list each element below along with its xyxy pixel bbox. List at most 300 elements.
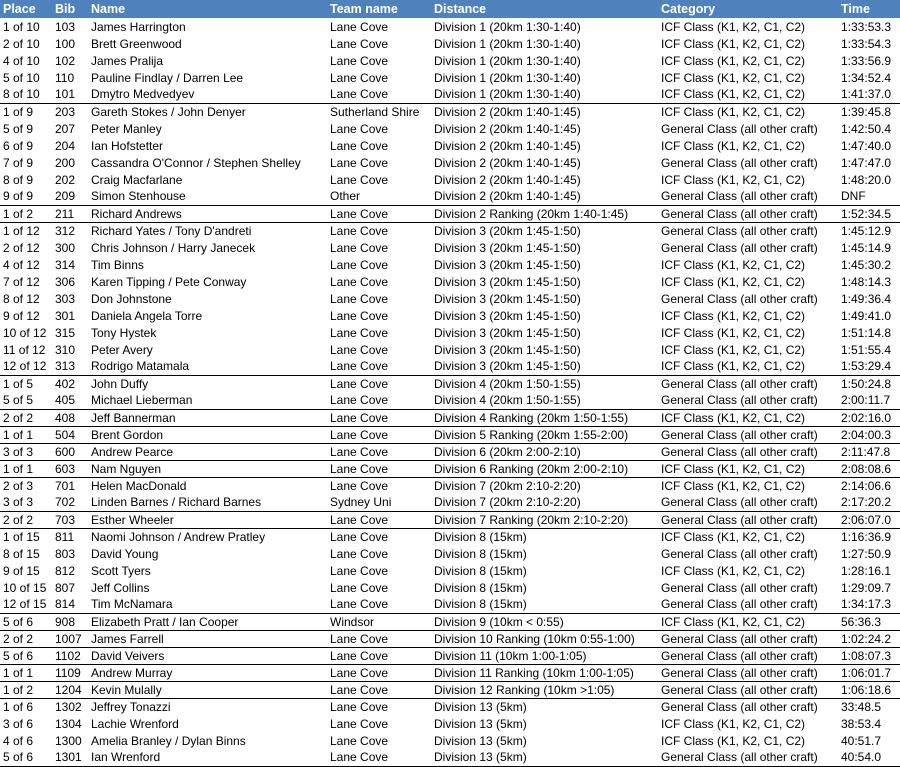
table-row xyxy=(0,120,900,137)
cell-team: Lane Cove xyxy=(327,426,431,443)
cell-place: 9 of 12 xyxy=(3,308,40,323)
cell-time: 1:50:24.8 xyxy=(838,375,900,392)
table-row xyxy=(0,681,900,698)
cell-name: Helen MacDonald xyxy=(88,477,327,494)
cell-team: Lane Cove xyxy=(330,325,389,340)
cell-category: ICF Class (K1, K2, C1, C2) xyxy=(661,138,806,153)
cell-name: Ian Wrenford xyxy=(88,749,327,766)
cell-bib: 803 xyxy=(55,546,76,561)
cell-team: Lane Cove xyxy=(330,257,389,272)
cell-team: Windsor xyxy=(327,613,431,630)
cell-distance: Division 3 (20km 1:45-1:50) xyxy=(434,257,581,272)
cell-time: 2:00:11.7 xyxy=(841,393,891,408)
cell-distance: Division 1 (20km 1:30-1:40) xyxy=(434,70,581,85)
cell-time: 1:28:16.1 xyxy=(841,563,892,578)
cell-time: 1:47:47.0 xyxy=(841,155,892,170)
cell-team: Lane Cove xyxy=(330,172,389,187)
cell-time: 2:17:20.2 xyxy=(841,495,892,510)
cell-bib: 1302 xyxy=(52,698,88,715)
cell-team: Lane Cove xyxy=(327,205,431,222)
table-row xyxy=(0,239,900,256)
cell-time: 1:51:14.8 xyxy=(841,325,892,340)
cell-time: 1:02:24.2 xyxy=(838,630,900,647)
cell-bib: 814 xyxy=(55,597,76,612)
cell-category: ICF Class (K1, K2, C1, C2) xyxy=(661,563,806,578)
cell-category: General Class (all other craft) xyxy=(658,630,838,647)
header-team: Team name xyxy=(327,0,431,18)
table-row xyxy=(0,494,900,511)
cell-distance: Division 4 (20km 1:50-1:55) xyxy=(434,393,581,408)
cell-name: Elizabeth Pratt / Ian Cooper xyxy=(88,613,327,630)
cell-name: Jeff Bannerman xyxy=(88,409,327,426)
cell-name: Richard Andrews xyxy=(88,205,327,222)
cell-bib: 202 xyxy=(55,172,76,187)
table-row xyxy=(0,222,900,239)
cell-bib: 100 xyxy=(55,36,76,51)
cell-category: General Class (all other craft) xyxy=(658,205,838,222)
cell-name: Linden Barnes / Richard Barnes xyxy=(91,495,262,510)
cell-place: 5 of 10 xyxy=(3,70,40,85)
cell-time: 1:49:36.4 xyxy=(841,291,892,306)
cell-place: 5 of 9 xyxy=(3,121,34,136)
cell-category: General Class (all other craft) xyxy=(658,698,838,715)
table-row xyxy=(0,732,900,749)
cell-name: Michael Lieberman xyxy=(91,393,193,408)
cell-place: 1 of 2 xyxy=(0,681,52,698)
cell-time: 1:33:53.3 xyxy=(841,19,892,34)
cell-distance: Division 8 (15km) xyxy=(434,546,527,561)
cell-team: Lane Cove xyxy=(330,70,389,85)
cell-place: 2 of 2 xyxy=(0,630,52,647)
table-row xyxy=(0,511,900,528)
table-row xyxy=(0,256,900,273)
cell-name: Daniela Angela Torre xyxy=(91,308,203,323)
header-distance: Distance xyxy=(431,0,658,18)
cell-name: Ian Hofstetter xyxy=(91,138,164,153)
cell-team: Lane Cove xyxy=(327,681,431,698)
cell-name: Simon Stenhouse xyxy=(91,189,186,204)
cell-team: Lane Cove xyxy=(327,528,431,545)
cell-category: General Class (all other craft) xyxy=(658,647,838,664)
cell-place: 3 of 3 xyxy=(3,495,34,510)
cell-bib: 300 xyxy=(55,240,76,255)
cell-category: ICF Class (K1, K2, C1, C2) xyxy=(658,409,838,426)
cell-place: 7 of 9 xyxy=(3,155,34,170)
cell-place: 2 of 10 xyxy=(3,36,40,51)
cell-bib: 1301 xyxy=(52,749,88,766)
cell-team: Lane Cove xyxy=(327,409,431,426)
cell-name: Gareth Stokes / John Denyer xyxy=(88,103,327,120)
cell-team: Lane Cove xyxy=(330,53,389,68)
cell-bib: 306 xyxy=(55,274,76,289)
cell-category: ICF Class (K1, K2, C1, C2) xyxy=(661,257,806,272)
cell-distance: Division 6 (20km 2:00-2:10) xyxy=(431,443,658,460)
cell-distance: Division 13 (5km) xyxy=(431,698,658,715)
cell-team: Lane Cove xyxy=(330,342,389,357)
cell-bib: 101 xyxy=(55,87,76,102)
cell-team: Lane Cove xyxy=(327,664,431,681)
table-row xyxy=(0,137,900,154)
cell-distance: Division 3 (20km 1:45-1:50) xyxy=(434,240,581,255)
cell-time: 1:47:40.0 xyxy=(841,138,892,153)
table-row xyxy=(0,698,900,715)
cell-bib: 812 xyxy=(55,563,76,578)
header-bib: Bib xyxy=(52,0,88,18)
cell-bib: 303 xyxy=(55,291,76,306)
cell-category: ICF Class (K1, K2, C1, C2) xyxy=(661,70,806,85)
cell-team: Lane Cove xyxy=(330,138,389,153)
cell-name: Lachie Wrenford xyxy=(91,716,179,731)
cell-place: 6 of 9 xyxy=(3,138,34,153)
cell-team: Lane Cove xyxy=(327,443,431,460)
cell-name: Craig Macfarlane xyxy=(91,172,183,187)
cell-time: 1:42:50.4 xyxy=(841,121,892,136)
cell-name: Andrew Pearce xyxy=(88,443,327,460)
cell-place: 8 of 12 xyxy=(3,291,40,306)
cell-place: 2 of 3 xyxy=(0,477,52,494)
cell-name: Dmytro Medvedyev xyxy=(91,87,195,102)
cell-category: General Class (all other craft) xyxy=(661,155,818,170)
cell-time: 38:53.4 xyxy=(841,716,882,731)
cell-category: General Class (all other craft) xyxy=(661,121,818,136)
cell-time: 2:08:08.6 xyxy=(838,460,900,477)
cell-bib: 908 xyxy=(52,613,88,630)
cell-bib: 207 xyxy=(55,121,76,136)
table-row xyxy=(0,171,900,188)
cell-team: Lane Cove xyxy=(327,222,431,239)
cell-team: Lane Cove xyxy=(330,308,389,323)
cell-distance: Division 6 Ranking (20km 2:00-2:10) xyxy=(431,460,658,477)
cell-place: 12 of 15 xyxy=(3,597,47,612)
cell-name: Brent Gordon xyxy=(88,426,327,443)
cell-place: 1 of 1 xyxy=(0,664,52,681)
cell-team: Lane Cove xyxy=(330,36,389,51)
cell-distance: Division 11 (10km 1:00-1:05) xyxy=(431,647,658,664)
cell-place: 11 of 12 xyxy=(3,342,46,357)
cell-name: Karen Tipping / Pete Conway xyxy=(91,274,247,289)
cell-distance: Division 2 (20km 1:40-1:45) xyxy=(434,138,581,153)
cell-category: General Class (all other craft) xyxy=(661,546,818,561)
header-category: Category xyxy=(658,0,838,18)
cell-place: 8 of 9 xyxy=(3,172,34,187)
table-row xyxy=(0,290,900,307)
cell-category: General Class (all other craft) xyxy=(658,749,838,766)
cell-category: ICF Class (K1, K2, C1, C2) xyxy=(661,274,806,289)
cell-distance: Division 10 Ranking (10km 0:55-1:00) xyxy=(431,630,658,647)
cell-time: 2:11:47.8 xyxy=(838,443,900,460)
cell-team: Lane Cove xyxy=(330,155,389,170)
cell-bib: 504 xyxy=(52,426,88,443)
table-row xyxy=(0,426,900,443)
cell-place: 9 of 9 xyxy=(3,189,34,204)
cell-place: 4 of 12 xyxy=(3,257,40,272)
cell-distance: Division 1 (20km 1:30-1:40) xyxy=(434,36,581,51)
cell-team: Lane Cove xyxy=(327,477,431,494)
cell-team: Lane Cove xyxy=(327,647,431,664)
table-row xyxy=(0,596,900,613)
cell-bib: 811 xyxy=(52,528,88,545)
table-row xyxy=(0,715,900,732)
table-row xyxy=(0,613,900,630)
cell-distance: Division 2 (20km 1:40-1:45) xyxy=(434,172,581,187)
cell-team: Lane Cove xyxy=(327,630,431,647)
cell-category: General Class (all other craft) xyxy=(658,681,838,698)
table-row xyxy=(0,86,900,103)
cell-place: 5 of 5 xyxy=(3,393,34,408)
cell-place: 3 of 3 xyxy=(0,443,52,460)
cell-category: ICF Class (K1, K2, C1, C2) xyxy=(661,172,806,187)
table-row xyxy=(0,154,900,171)
cell-category: General Class (all other craft) xyxy=(661,597,818,612)
results-table-body xyxy=(0,18,900,766)
cell-time: 1:06:01.7 xyxy=(838,664,900,681)
cell-distance: Division 7 (20km 2:10-2:20) xyxy=(431,477,658,494)
cell-name: John Duffy xyxy=(88,375,327,392)
cell-team: Lane Cove xyxy=(327,460,431,477)
table-row xyxy=(0,341,900,358)
cell-name: Tim McNamara xyxy=(91,597,173,612)
cell-team: Other xyxy=(330,189,361,204)
cell-category: ICF Class (K1, K2, C1, C2) xyxy=(661,308,806,323)
header-time: Time xyxy=(838,0,900,18)
table-row xyxy=(0,18,900,35)
cell-category: ICF Class (K1, K2, C1, C2) xyxy=(661,325,806,340)
cell-bib: 103 xyxy=(55,19,76,34)
cell-place: 2 of 2 xyxy=(0,409,52,426)
cell-name: Kevin Mulally xyxy=(88,681,327,698)
cell-distance: Division 7 (20km 2:10-2:20) xyxy=(434,495,581,510)
cell-time: 1:41:37.0 xyxy=(841,87,892,102)
cell-name: Richard Yates / Tony D'andreti xyxy=(88,222,327,239)
cell-distance: Division 12 Ranking (10km >1:05) xyxy=(431,681,658,698)
cell-place: 2 of 12 xyxy=(3,240,40,255)
cell-time: 1:39:45.8 xyxy=(838,103,900,120)
cell-place: 4 of 6 xyxy=(3,733,34,748)
cell-time: 1:16:36.9 xyxy=(838,528,900,545)
cell-distance: Division 2 Ranking (20km 1:40-1:45) xyxy=(431,205,658,222)
table-row xyxy=(0,188,900,205)
cell-team: Lane Cove xyxy=(330,359,389,374)
cell-place: 1 of 15 xyxy=(0,528,52,545)
cell-distance: Division 9 (10km < 0:55) xyxy=(431,613,658,630)
cell-team: Lane Cove xyxy=(327,698,431,715)
cell-place: 5 of 6 xyxy=(0,749,52,766)
cell-time: 2:06:07.0 xyxy=(838,511,900,528)
cell-name: Jeff Collins xyxy=(91,580,150,595)
cell-category: General Class (all other craft) xyxy=(658,375,838,392)
cell-name: Chris Johnson / Harry Janecek xyxy=(91,240,256,255)
cell-distance: Division 13 (5km) xyxy=(434,716,527,731)
table-row xyxy=(0,103,900,120)
results-table-header xyxy=(0,0,900,18)
cell-name: Nam Nguyen xyxy=(88,460,327,477)
cell-category: ICF Class (K1, K2, C1, C2) xyxy=(658,613,838,630)
cell-time: 1:34:52.4 xyxy=(841,70,892,85)
cell-place: 1 of 9 xyxy=(0,103,52,120)
cell-name: David Young xyxy=(91,546,159,561)
cell-place: 1 of 2 xyxy=(0,205,52,222)
cell-team: Lane Cove xyxy=(330,733,389,748)
cell-distance: Division 3 (20km 1:45-1:50) xyxy=(434,342,581,357)
cell-time: 1:34:17.3 xyxy=(841,597,892,612)
table-row xyxy=(0,69,900,86)
cell-place: 7 of 12 xyxy=(3,274,40,289)
header-row xyxy=(0,0,900,18)
cell-name: James Harrington xyxy=(91,19,186,34)
cell-time: 1:45:12.9 xyxy=(838,222,900,239)
cell-category: General Class (all other craft) xyxy=(658,511,838,528)
cell-bib: 1109 xyxy=(52,664,88,681)
cell-distance: Division 13 (5km) xyxy=(431,749,658,766)
cell-distance: Division 1 (20km 1:30-1:40) xyxy=(434,53,581,68)
cell-category: General Class (all other craft) xyxy=(658,443,838,460)
cell-bib: 703 xyxy=(52,511,88,528)
table-row xyxy=(0,205,900,222)
cell-place: 4 of 10 xyxy=(3,53,40,68)
cell-bib: 807 xyxy=(55,580,76,595)
cell-bib: 209 xyxy=(55,189,76,204)
table-row xyxy=(0,307,900,324)
cell-time: 1:33:54.3 xyxy=(841,36,892,51)
cell-category: ICF Class (K1, K2, C1, C2) xyxy=(661,87,806,102)
cell-time: 1:45:30.2 xyxy=(841,257,892,272)
table-row xyxy=(0,664,900,681)
cell-bib: 301 xyxy=(55,308,76,323)
cell-distance: Division 2 (20km 1:40-1:45) xyxy=(434,121,581,136)
cell-time: 33:48.5 xyxy=(838,698,900,715)
cell-time: 40:54.0 xyxy=(838,749,900,766)
cell-distance: Division 3 (20km 1:45-1:50) xyxy=(434,308,581,323)
cell-bib: 702 xyxy=(55,495,76,510)
cell-distance: Division 4 (20km 1:50-1:55) xyxy=(431,375,658,392)
cell-bib: 204 xyxy=(55,138,76,153)
cell-distance: Division 13 (5km) xyxy=(434,733,527,748)
cell-bib: 603 xyxy=(52,460,88,477)
cell-bib: 408 xyxy=(52,409,88,426)
cell-name: Amelia Branley / Dylan Binns xyxy=(91,733,246,748)
cell-team: Lane Cove xyxy=(330,580,389,595)
table-row xyxy=(0,460,900,477)
cell-category: ICF Class (K1, K2, C1, C2) xyxy=(661,342,806,357)
cell-category: General Class (all other craft) xyxy=(658,426,838,443)
cell-distance: Division 3 (20km 1:45-1:50) xyxy=(431,222,658,239)
cell-place: 10 of 12 xyxy=(3,325,47,340)
cell-team: Lane Cove xyxy=(330,291,389,306)
cell-team: Lane Cove xyxy=(330,393,389,408)
cell-team: Lane Cove xyxy=(327,749,431,766)
cell-name: Pauline Findlay / Darren Lee xyxy=(91,70,244,85)
cell-distance: Division 7 Ranking (20km 2:10-2:20) xyxy=(431,511,658,528)
cell-name: Brett Greenwood xyxy=(91,36,182,51)
table-row xyxy=(0,375,900,392)
table-row xyxy=(0,52,900,69)
cell-category: General Class (all other craft) xyxy=(661,291,818,306)
cell-name: Tony Hystek xyxy=(91,325,157,340)
cell-time: 1:53:29.4 xyxy=(841,359,892,374)
cell-bib: 1300 xyxy=(55,733,82,748)
cell-team: Lane Cove xyxy=(327,511,431,528)
table-row xyxy=(0,562,900,579)
table-row xyxy=(0,477,900,494)
cell-place: 9 of 15 xyxy=(3,563,40,578)
table-row xyxy=(0,749,900,766)
table-row xyxy=(0,630,900,647)
table-row xyxy=(0,528,900,545)
cell-category: ICF Class (K1, K2, C1, C2) xyxy=(658,528,838,545)
cell-name: Peter Manley xyxy=(91,121,162,136)
cell-name: Don Johnstone xyxy=(91,291,172,306)
table-row xyxy=(0,443,900,460)
cell-distance: Division 8 (15km) xyxy=(434,580,527,595)
table-row xyxy=(0,545,900,562)
cell-place: 1 of 10 xyxy=(3,19,40,34)
cell-category: General Class (all other craft) xyxy=(661,495,818,510)
cell-category: ICF Class (K1, K2, C1, C2) xyxy=(661,359,806,374)
cell-time: 1:49:41.0 xyxy=(841,308,892,323)
cell-name: Naomi Johnson / Andrew Pratley xyxy=(88,528,327,545)
cell-name: Peter Avery xyxy=(91,342,153,357)
cell-time: 1:33:56.9 xyxy=(841,53,892,68)
cell-place: 1 of 5 xyxy=(0,375,52,392)
cell-team: Lane Cove xyxy=(330,274,389,289)
cell-distance: Division 8 (15km) xyxy=(431,528,658,545)
cell-distance: Division 2 (20km 1:40-1:45) xyxy=(434,155,581,170)
cell-time: 1:27:50.9 xyxy=(841,546,892,561)
cell-distance: Division 8 (15km) xyxy=(434,563,527,578)
cell-bib: 200 xyxy=(55,155,76,170)
cell-time: 1:51:55.4 xyxy=(841,342,892,357)
cell-name: Andrew Murray xyxy=(88,664,327,681)
cell-name: Scott Tyers xyxy=(91,563,151,578)
table-row xyxy=(0,324,900,341)
cell-time: 1:06:18.6 xyxy=(838,681,900,698)
cell-time: 2:04:00.3 xyxy=(838,426,900,443)
cell-category: General Class (all other craft) xyxy=(661,189,818,204)
cell-team: Lane Cove xyxy=(327,375,431,392)
cell-team: Lane Cove xyxy=(330,121,389,136)
cell-time: DNF xyxy=(841,189,866,204)
cell-bib: 405 xyxy=(55,393,76,408)
cell-distance: Division 8 (15km) xyxy=(434,597,527,612)
cell-bib: 701 xyxy=(52,477,88,494)
cell-team: Lane Cove xyxy=(330,563,389,578)
cell-time: 40:51.7 xyxy=(841,733,882,748)
cell-place: 1 of 6 xyxy=(0,698,52,715)
cell-category: ICF Class (K1, K2, C1, C2) xyxy=(661,36,806,51)
cell-bib: 314 xyxy=(55,257,76,272)
cell-place: 10 of 15 xyxy=(3,580,47,595)
cell-category: ICF Class (K1, K2, C1, C2) xyxy=(661,53,806,68)
cell-place: 3 of 6 xyxy=(3,716,34,731)
table-row xyxy=(0,647,900,664)
cell-bib: 402 xyxy=(52,375,88,392)
cell-time: 1:48:20.0 xyxy=(841,172,892,187)
cell-distance: Division 3 (20km 1:45-1:50) xyxy=(434,274,581,289)
cell-category: General Class (all other craft) xyxy=(658,222,838,239)
cell-time: 1:45:14.9 xyxy=(841,240,892,255)
cell-team: Sutherland Shire xyxy=(327,103,431,120)
table-row xyxy=(0,35,900,52)
cell-team: Lane Cove xyxy=(330,716,389,731)
cell-distance: Division 5 Ranking (20km 1:55-2:00) xyxy=(431,426,658,443)
cell-category: ICF Class (K1, K2, C1, C2) xyxy=(661,716,806,731)
cell-name: Cassandra O'Connor / Stephen Shelley xyxy=(91,155,301,170)
cell-category: ICF Class (K1, K2, C1, C2) xyxy=(661,19,806,34)
cell-place: 8 of 10 xyxy=(3,87,40,102)
table-row xyxy=(0,392,900,409)
cell-team: Lane Cove xyxy=(330,546,389,561)
cell-category: General Class (all other craft) xyxy=(661,393,818,408)
